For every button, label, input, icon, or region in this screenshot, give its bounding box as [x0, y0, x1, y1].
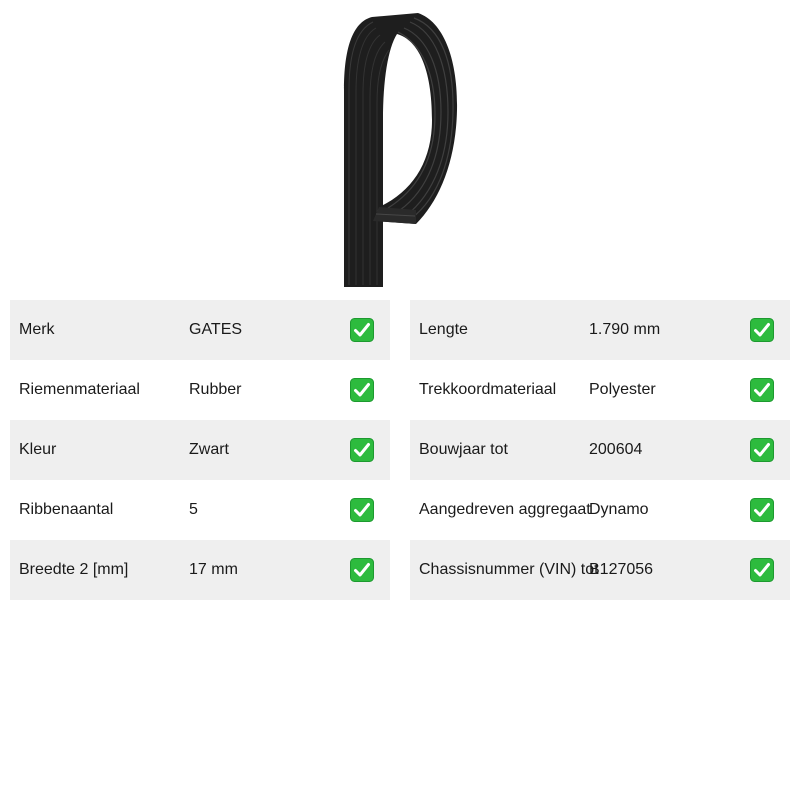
spec-label: Lengte: [419, 321, 468, 338]
spec-label: Kleur: [19, 441, 57, 458]
spec-value: 5: [189, 501, 198, 518]
spec-label: Chassisnummer (VIN) tot: [419, 561, 599, 578]
spec-value: Polyester: [589, 381, 656, 398]
spec-table-left: [10, 300, 390, 600]
spec-row: [10, 300, 390, 360]
spec-row: [410, 480, 790, 540]
spec-value: 17 mm: [189, 561, 238, 578]
spec-label: Bouwjaar tot: [419, 441, 508, 458]
spec-value: Dynamo: [589, 501, 649, 518]
spec-row: [10, 480, 390, 540]
spec-value: Rubber: [189, 381, 242, 398]
check-icon: [750, 378, 774, 402]
spec-value: B127056: [589, 561, 654, 578]
spec-label: Trekkoordmateriaal: [419, 381, 557, 398]
spec-row: [10, 360, 390, 420]
poly-v-belt-image: [330, 8, 470, 290]
spec-row: [10, 540, 390, 600]
check-icon: [750, 318, 774, 342]
spec-row: [410, 540, 790, 600]
spec-row: [410, 300, 790, 360]
spec-label: Merk: [19, 321, 55, 338]
spec-row: [10, 420, 390, 480]
spec-row: [410, 360, 790, 420]
spec-label: Ribbenaantal: [19, 501, 114, 518]
spec-value: 200604: [589, 441, 643, 458]
check-icon: [350, 378, 374, 402]
spec-label: Aangedreven aggregaat: [419, 501, 591, 518]
spec-value: GATES: [189, 321, 243, 338]
check-icon: [350, 318, 374, 342]
check-icon: [750, 558, 774, 582]
spec-label: Riemenmateriaal: [19, 381, 140, 398]
spec-value: Zwart: [189, 441, 229, 458]
check-icon: [350, 558, 374, 582]
check-icon: [750, 438, 774, 462]
spec-label: Breedte 2 [mm]: [19, 561, 129, 578]
spec-row: [410, 420, 790, 480]
spec-table-right: [410, 300, 790, 600]
check-icon: [350, 498, 374, 522]
check-icon: [750, 498, 774, 522]
spec-value: 1.790 mm: [589, 321, 661, 338]
check-icon: [350, 438, 374, 462]
